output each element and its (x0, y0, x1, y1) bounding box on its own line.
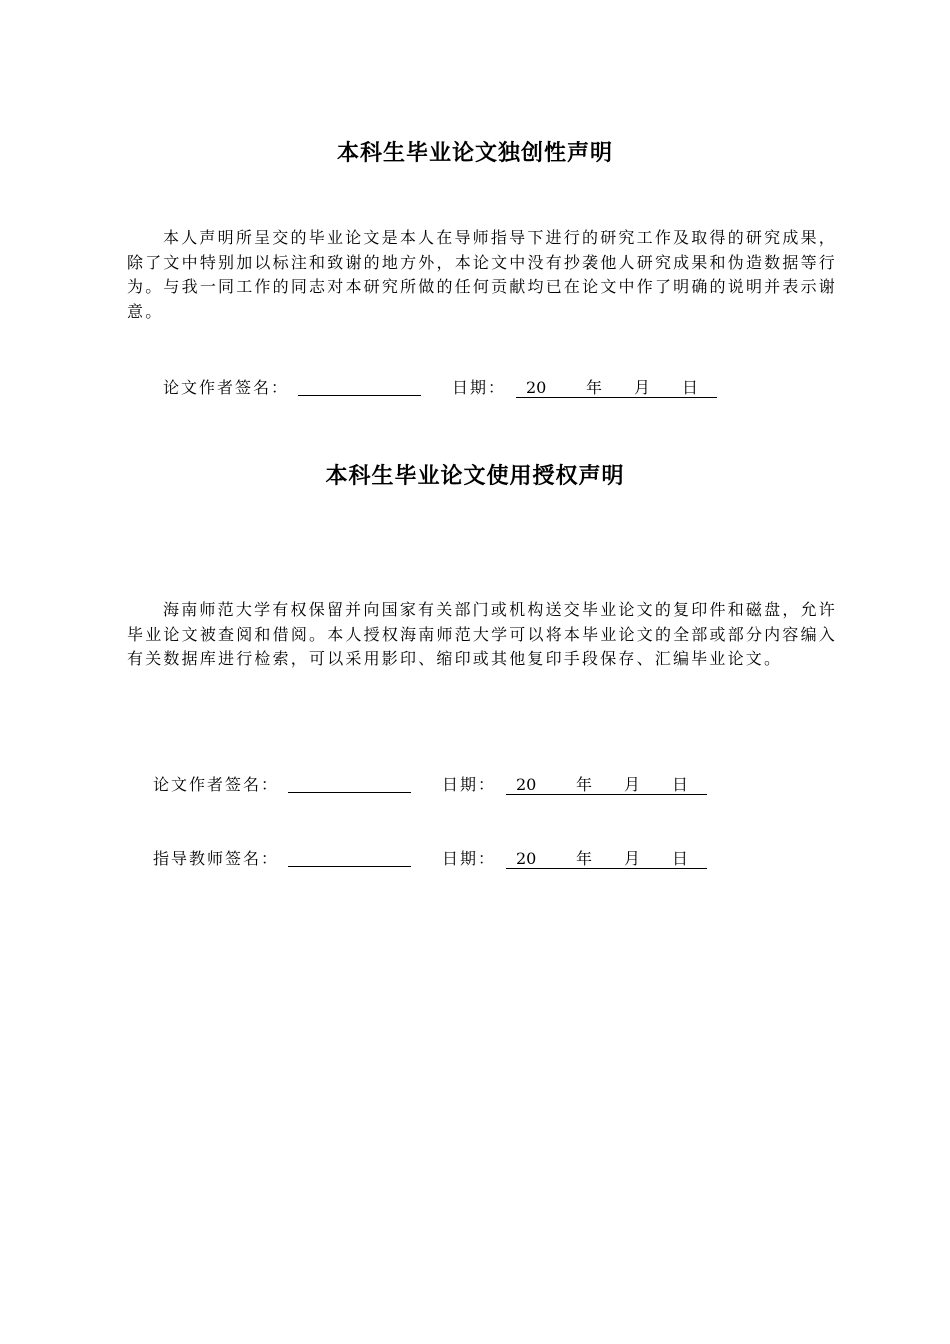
date-day-unit: 日 (672, 775, 689, 794)
date-label: 日期： (452, 378, 507, 397)
authorization-author-signature-row (153, 774, 713, 796)
date-field[interactable] (516, 377, 717, 398)
advisor-signature-label: 指导教师签名： (153, 849, 280, 868)
date-day-unit: 日 (672, 849, 689, 868)
date-month-unit: 月 (624, 849, 641, 868)
date-year-unit: 年 (576, 775, 593, 794)
authorization-advisor-signature-row (153, 848, 713, 870)
date-year-unit: 年 (576, 849, 593, 868)
originality-statement-paragraph: 本人声明所呈交的毕业论文是本人在导师指导下进行的研究工作及取得的研究成果，除了文中特别加以标注和致谢的地方外，本论文中没有抄袭他人研究成果和伪造数据等行为。与我一同工作的同志对本研究所做的任何贡献均已在论文中作了明确的说明并表示谢意。 (127, 228, 837, 321)
date-label: 日期： (442, 775, 497, 794)
date-field[interactable] (506, 848, 707, 869)
author-signature-label: 论文作者签名： (153, 775, 280, 794)
originality-signature-row (163, 377, 723, 399)
date-month-unit: 月 (624, 775, 641, 794)
authorization-statement-title: 本科生毕业论文使用授权声明 (325, 464, 625, 489)
date-year-unit: 年 (586, 378, 603, 397)
date-year-prefix: 20 (516, 775, 537, 794)
authorization-statement-paragraph: 海南师范大学有权保留并向国家有关部门或机构送交毕业论文的复印件和磁盘，允许毕业论文被查阅和借阅。本人授权海南师范大学可以将本毕业论文的全部或部分内容编入有关数据库进行检索，可以采用影印、缩印或其他复印手段保存、汇编毕业论文。 (127, 600, 837, 668)
date-month-unit: 月 (634, 378, 651, 397)
author-signature-field[interactable] (288, 792, 411, 793)
author-signature-field[interactable] (298, 395, 421, 396)
date-day-unit: 日 (682, 378, 699, 397)
originality-statement-title: 本科生毕业论文独创性声明 (336, 141, 613, 166)
date-year-prefix: 20 (516, 849, 537, 868)
date-year-prefix: 20 (526, 378, 547, 397)
date-label: 日期： (442, 849, 497, 868)
advisor-signature-field[interactable] (288, 866, 411, 867)
author-signature-label: 论文作者签名： (163, 378, 290, 397)
date-field[interactable] (506, 774, 707, 795)
